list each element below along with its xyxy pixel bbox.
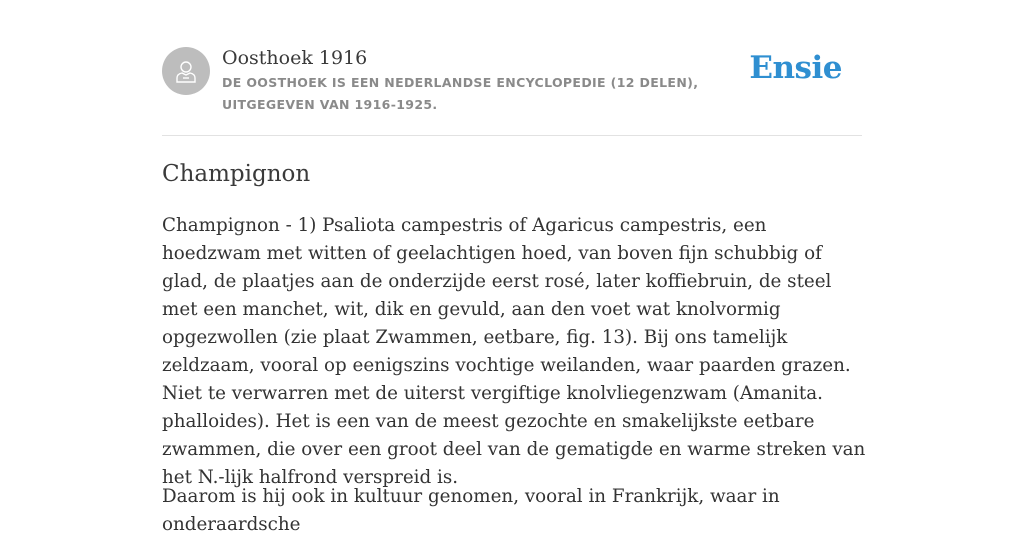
source-description: DE OOSTHOEK IS EEN NEDERLANDSE ENCYCLOPEDIE (12 DELEN), UITGEGEVEN VAN 1916-1925. <box>222 75 699 112</box>
source-header <box>162 0 862 136</box>
ensie-logo[interactable]: Ensie <box>749 50 842 86</box>
article-title: Champignon <box>162 161 311 187</box>
user-silhouette-icon <box>172 57 200 85</box>
source-avatar[interactable] <box>162 47 210 95</box>
source-title[interactable]: Oosthoek 1916 <box>222 47 368 69</box>
article-paragraph: Daarom is hij ook in kultuur genomen, vooral in Frankrijk, waar in onderaardsche <box>162 486 780 535</box>
article-paragraph: Champignon - 1) Psaliota campestris of Agaricus campestris, een hoedzwam met witten of geelachtigen hoed, van boven fijn schubbig of glad, de plaatjes aan de onderzijde eerst rosé, later koffiebruin, de steel met een manchet, wit, dik en gevuld, aan den voet wat knolvormig opgezwollen (zie plaat Zwammen, eetbare, fig. 13). Bij ons tamelijk zeldzaam, vooral op eenigszins vochtige weilanden, waar paarden grazen. Niet te verwarren met de uiterst vergiftige knolvliegenzwam (Amanita. phalloides). Het is een van de meest gezochte en smakelijkste eetbare zwammen, die over een groot deel van de gematigde en warme streken van het N.-lijk halfrond verspreid is. <box>162 215 866 488</box>
page-container <box>162 0 866 535</box>
